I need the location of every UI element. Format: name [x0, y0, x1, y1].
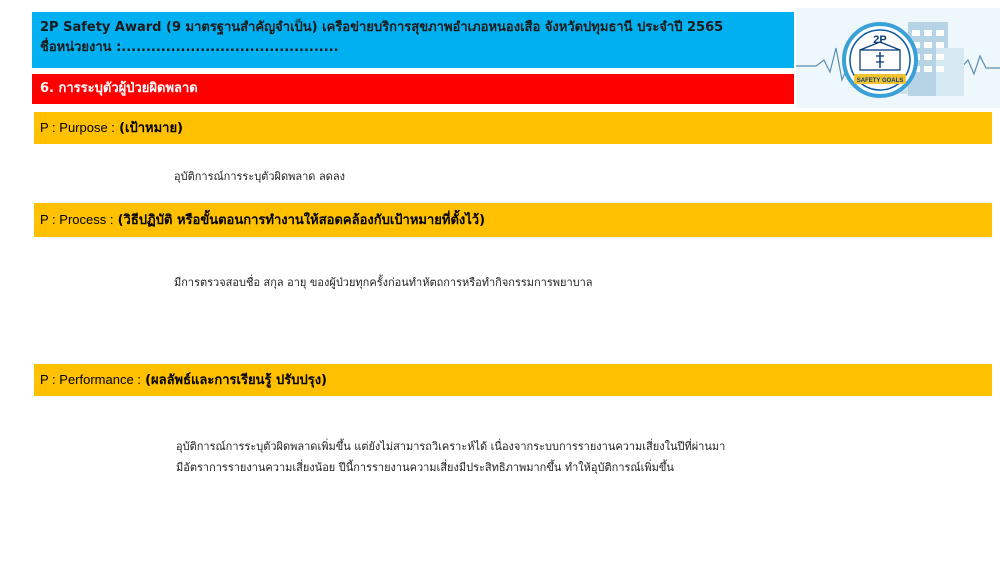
unit-name-line: ชื่อหน่วยงาน :............................................ [40, 40, 339, 55]
purpose-band [34, 112, 992, 144]
process-label: (วิธีปฏิบัติ หรือขั้นตอนการทำงานให้สอดคล้องกับเป้าหมายที่ตั้งไว้) [117, 213, 486, 228]
performance-prefix: P : Performance : [40, 372, 141, 387]
process-prefix: P : Process : [40, 212, 114, 227]
purpose-prefix: P : Purpose : [40, 120, 115, 135]
purpose-text: อุบัติการณ์การระบุตัวผิดพลาด ลดลง [174, 170, 345, 183]
performance-label: (ผลลัพธ์และการเรียนรู้ ปรับปรุง) [145, 373, 327, 388]
logo-caption: SAFETY GOALS [856, 78, 904, 84]
document-title: 2P Safety Award (9 มาตรฐานสำคัญจำเป็น) เครือข่ายบริการสุขภาพอำเภอหนองเสือ จังหวัดปทุมธานี ประจำปี 2565 [40, 20, 724, 35]
performance-text-line-2: มีอัตราการรายงานความเสี่ยงน้อย ปีนี้การรายงานความเสี่ยงมีประสิทธิภาพมากขึ้น ทำให้อุบัติการณ์เพิ่มขึ้น [176, 461, 674, 474]
process-band [34, 203, 992, 237]
performance-band [34, 364, 992, 396]
process-text: มีการตรวจสอบชื่อ สกุล อายุ ของผู้ป่วยทุกครั้งก่อนทำหัตถการหรือทำกิจกรรมการพยาบาล [174, 276, 593, 289]
logo-badge-text: 2P [873, 34, 887, 46]
section-heading: 6. การระบุตัวผู้ป่วยผิดพลาด [32, 74, 794, 104]
document-header [32, 12, 794, 68]
purpose-label: (เป้าหมาย) [119, 121, 183, 136]
performance-text-line-1: อุบัติการณ์การระบุตัวผิดพลาดเพิ่มขึ้น แต่ยังไม่สามารถวิเคราะห์ได้ เนื่องจากระบบการรายงานความเสี่ยงในปีที่ผ่านมา [176, 440, 726, 453]
safety-goals-logo-graphic [796, 8, 1000, 108]
safety-goals-logo [796, 8, 1000, 108]
